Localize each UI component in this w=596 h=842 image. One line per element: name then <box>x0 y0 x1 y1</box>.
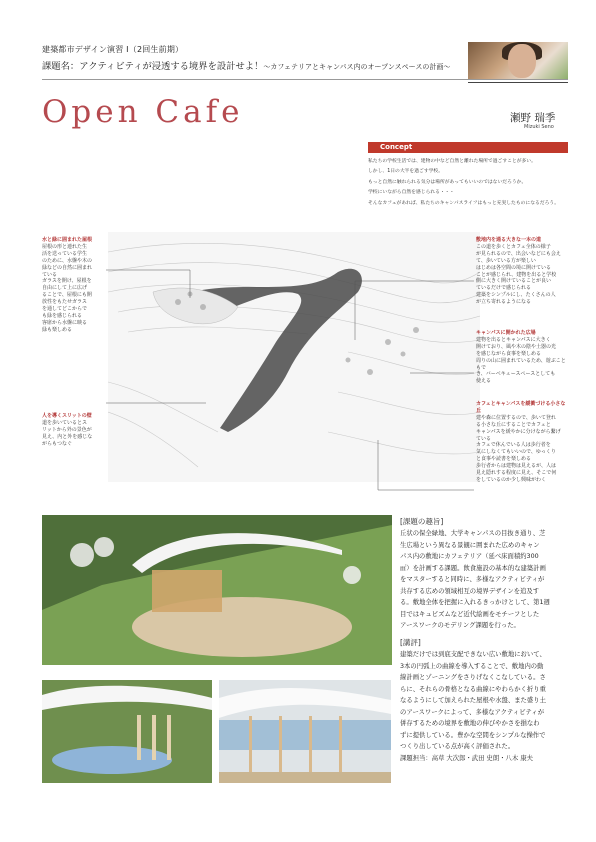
annotation-line: カフェで休んでいる人は歩行者を <box>476 442 551 449</box>
model-photo-main-art <box>42 515 392 665</box>
aim-line: ㎡）を計画する課題。飲食施設の基本的な建築計画 <box>400 564 546 572</box>
annotation-line: 開けており、風や木の陰や土器の光 <box>476 343 557 350</box>
concept-line: そんなカフェがあれば、私たちのキャンパスライフはもっと充実したものになるだろう。 <box>368 200 560 206</box>
annotation-line: ることで、屋根にも開 <box>42 292 92 299</box>
annotation-line: 建物を出るとキャンパスに大きく <box>476 336 551 343</box>
annotation-line: 周りの山に囲まれているため、遊ぶこともで <box>476 357 566 371</box>
aim-line: 生広場という異なる景観に囲まれた広めのキャン <box>400 541 540 549</box>
concept-line: 学校にいながら自然を感じられる・・・ <box>368 190 455 196</box>
photo-underline <box>468 82 568 83</box>
annotation-line: 放性をもたせガラス <box>42 299 87 306</box>
model-photo-detail-1 <box>42 680 212 783</box>
model-photo-detail-2 <box>219 680 391 783</box>
review-line: なるようにして加えられた屋根や水盤、また盛り土 <box>400 697 546 704</box>
instructors: 課題担当：高草 大次郎・武田 史朗・八木 康夫 <box>400 754 533 762</box>
annotation-line: ことが感じられ、建物を出ると学校 <box>476 271 557 278</box>
annotation-line: 建築をシンプルにし、たくさんの人 <box>476 292 556 299</box>
review-line: らに、それらの骨格となる曲線にやわらかく折り重 <box>400 685 546 693</box>
annotation-line: リットから外の景色が <box>42 426 92 433</box>
annotation-line: がらもつなぐ <box>42 440 73 447</box>
annotation-heading: 敷地内を通る大きな一本の道 <box>476 237 542 243</box>
review-line: のアースワークによって、多様なアクティビティが <box>400 708 545 716</box>
concept-line: もっと自然に触れられる気分は場所があってもいいのではないだろうか。 <box>368 179 527 185</box>
annotation-line: ている <box>42 271 58 278</box>
review-line: ずに提供している。豊かな空間をシンプルな操作で <box>400 731 546 739</box>
annotation-heading: キャンパスに開かれた広場 <box>476 330 536 336</box>
annotation-line: を通してどこからで <box>42 306 87 313</box>
annotation-line: を感じながら食事を楽しめる <box>476 350 542 357</box>
assignment-main: 課題名：アクティビティが浸透する境界を設計せよ！ <box>42 61 264 72</box>
aim-text <box>400 528 550 632</box>
aim-line: 丘状の保全緑地、大学キャンパスの目抜き通り、芝 <box>400 530 546 537</box>
aim-heading: [課題の趣旨] <box>400 517 444 526</box>
assignment-subtitle: 〜カフェテリアとキャンパス内のオープンスペースの計画〜 <box>263 63 451 71</box>
annotation-line: ガラスを開け、屋根を <box>42 278 92 285</box>
annotation-line: き、バーベキュースペースとしても <box>476 371 556 378</box>
annotation-line: 客席から水盤に映る <box>42 319 88 326</box>
annotation-small-hill <box>476 401 570 484</box>
page-title: Open Cafe <box>42 94 244 130</box>
review-line: つくり出している点が高く評価された。 <box>400 743 515 750</box>
site-model-drawing <box>108 232 480 482</box>
annotation-line: と食事や読書を楽しめる <box>476 456 532 463</box>
review-line: 併存するための境界を敷地の伸びやかさを損なわ <box>400 720 540 727</box>
model-photo-main <box>42 515 392 665</box>
review-line: 建築だけでは到底支配できない広い敷地において、 <box>400 651 546 658</box>
annotation-heading: カフェとキャンパスを緩衝づける小さな丘 <box>476 401 566 414</box>
concept-line: 私たちの学校生活では、建物の中など自然と離れた場所で過ごすことが多い。 <box>368 159 536 164</box>
author-name-en: Mizuki Seno <box>524 124 554 130</box>
aim-line: る。敷地全体を把握に入れるきっかけとして、第1週 <box>400 599 550 606</box>
concept-label: Concept <box>380 143 413 151</box>
annotation-line: 気にしなくてもいいので、ゆっくり <box>476 449 556 456</box>
annotation-heading: 人を導くスリットの壁 <box>42 413 92 419</box>
annotation-line: 屋根の形と連れた生 <box>42 243 88 250</box>
annotation-line: る小さな丘にすることでカフェと <box>476 421 551 428</box>
annotation-slit-wall <box>42 413 104 448</box>
annotation-line: ているだけで感じられる <box>476 285 532 292</box>
model-photo-detail-1-art <box>42 680 212 783</box>
course-title: 建築都市デザイン演習 I（2回生前期） <box>42 45 184 54</box>
annotation-line: 建や森に位置するので、歩いて登れ <box>476 414 556 421</box>
aim-line: 共存する広めの領域相互の境界デザインを追及す <box>400 587 540 595</box>
annotation-line: 歩行者からは建物は見えるが、人は <box>476 463 557 470</box>
annotation-line: 見え、内と外を感じな <box>42 433 93 440</box>
annotation-line: が立ち寄れるようになる <box>476 299 532 306</box>
annotation-line: キャンパスを緩やかに分けながら繋げ <box>476 428 561 435</box>
annotation-line: が見られるので、出会いなどにも会え <box>476 250 561 257</box>
annotation-water-roof <box>42 237 102 334</box>
aim-line: をマスターすると同時に、多様なアクティビティが <box>400 576 545 583</box>
annotation-line: て、歩いている方が楽しい <box>476 257 536 264</box>
annotation-line: はじめは各空間の境に開けている <box>476 264 552 271</box>
annotation-line: 側に大きく開けていることが良い <box>476 278 552 285</box>
aim-line: 目ではキュビズムなど近代絵画をモチーフとした <box>400 610 540 618</box>
annotation-line: 道を歩いているとス <box>42 419 88 426</box>
annotation-line: 活を送っている学生 <box>42 250 88 257</box>
review-line: 線計画とゾーニングをさりげなくこなしている。さ <box>400 674 546 681</box>
review-text <box>400 649 546 764</box>
annotation-heading: 水と緑に囲まれた屋根 <box>42 237 93 243</box>
review-line: 3本の円弧上の曲線を導入することで、敷地内の動 <box>400 662 544 670</box>
author-photo <box>468 42 568 80</box>
annotation-line: この道を歩くとカフェ全体の様子 <box>476 243 551 250</box>
annotation-plaza <box>476 330 570 385</box>
annotation-line: をしているのか少し興味がわく <box>476 476 547 483</box>
author-name: 瀬野 瑞季 <box>510 112 556 124</box>
assignment-title <box>42 58 450 72</box>
annotation-line: ている <box>476 435 492 442</box>
model-photo-detail-2-art <box>219 680 391 783</box>
concept-text <box>368 157 568 209</box>
annotation-line: のために、水盤や木の <box>42 257 93 264</box>
annotation-line: 緑も楽しめる <box>42 326 73 333</box>
aim-line: アースワークのモデリング課題を行った。 <box>400 622 520 629</box>
review-heading: [講評] <box>400 638 421 647</box>
header-rule <box>42 79 568 80</box>
aim-line: パス内の敷地にカフェテリア（延べ床面積約300 <box>400 553 539 560</box>
concept-line: しかし、1日の大半を過ごす学校。 <box>368 169 444 175</box>
annotation-line: も緑を感じられる <box>42 312 83 319</box>
annotation-line: 自由にして上に広げ <box>42 285 88 292</box>
annotation-main-path <box>476 237 570 306</box>
annotation-line: 見え隠れする程度に見え、そこで何 <box>476 470 557 477</box>
site-model-photo <box>108 232 480 482</box>
annotation-line: 緑などの自然に囲まれ <box>42 264 93 271</box>
annotation-line: 使える <box>476 378 492 385</box>
author-photo-face <box>508 44 536 78</box>
